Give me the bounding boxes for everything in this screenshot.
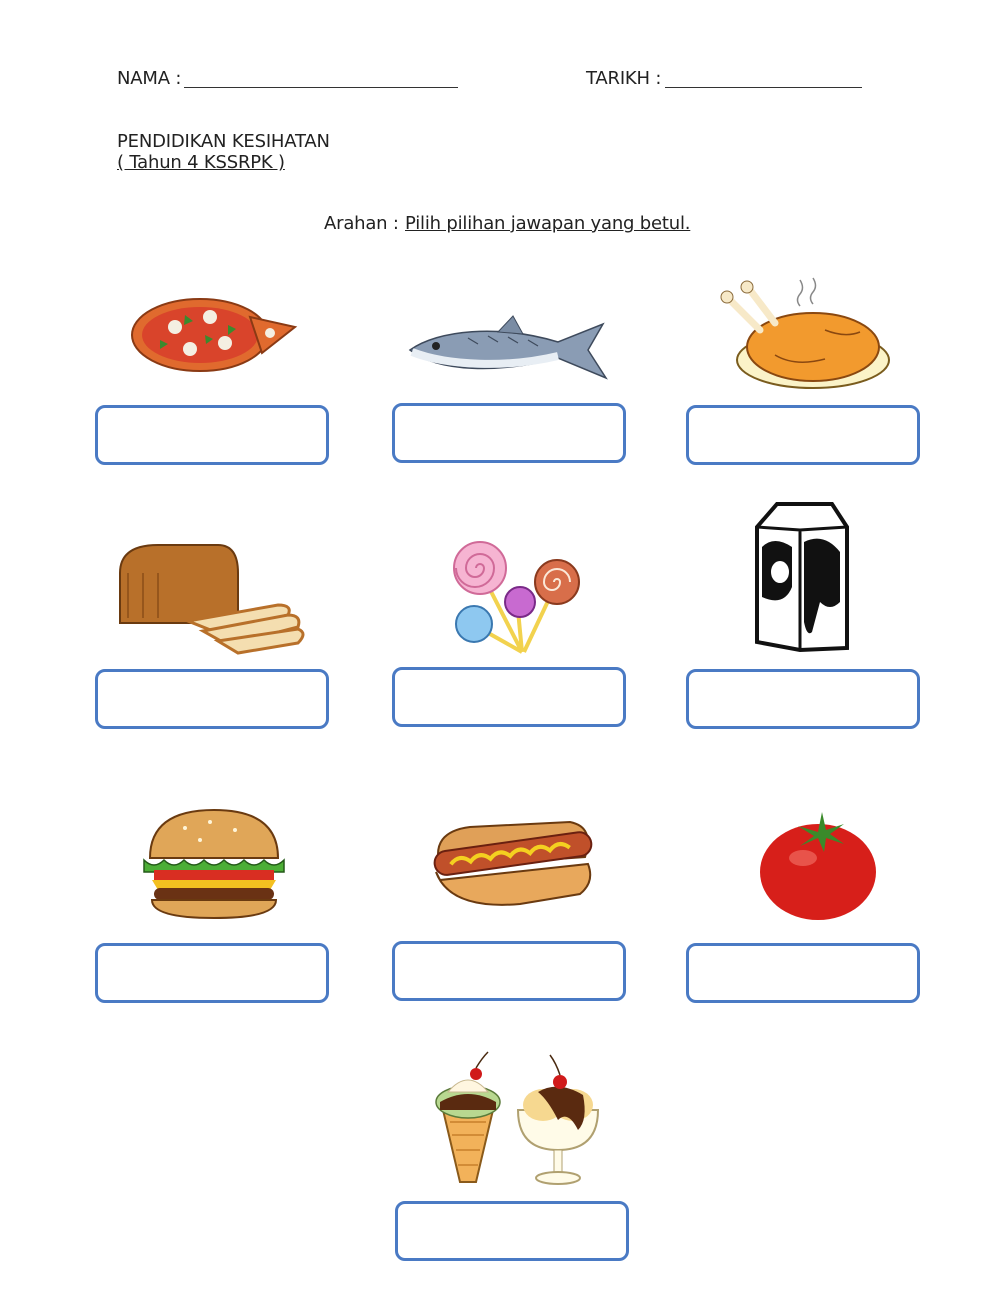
lollipop-icon	[452, 540, 582, 655]
tomato-icon	[758, 810, 878, 922]
hotdog-icon	[430, 812, 595, 912]
name-field-line[interactable]	[184, 87, 458, 88]
answer-box-hotdog[interactable]	[392, 941, 626, 1001]
name-label: NAMA :	[117, 68, 182, 89]
ice-cream-icon	[428, 1050, 608, 1190]
answer-box-milk[interactable]	[686, 669, 920, 729]
answer-box-ice-cream[interactable]	[395, 1201, 629, 1261]
answer-box-pizza[interactable]	[95, 405, 329, 465]
roast-chicken-icon	[715, 275, 890, 390]
milk-carton-icon	[752, 502, 852, 652]
bread-icon	[118, 543, 303, 653]
date-label: TARIKH :	[586, 68, 662, 89]
answer-box-fish[interactable]	[392, 403, 626, 463]
burger-icon	[140, 808, 288, 920]
answer-box-chicken[interactable]	[686, 405, 920, 465]
subject-title: PENDIDIKAN KESIHATAN	[117, 131, 330, 152]
answer-box-lollipop[interactable]	[392, 667, 626, 727]
date-field-line[interactable]	[665, 87, 862, 88]
pizza-icon	[130, 295, 300, 375]
answer-box-bread[interactable]	[95, 669, 329, 729]
answer-box-burger[interactable]	[95, 943, 329, 1003]
fish-icon	[408, 312, 610, 382]
instruction-text: Pilih pilihan jawapan yang betul.	[405, 213, 691, 234]
answer-box-tomato[interactable]	[686, 943, 920, 1003]
instruction-label: Arahan :	[324, 213, 399, 234]
subject-level: ( Tahun 4 KSSRPK )	[117, 152, 285, 173]
